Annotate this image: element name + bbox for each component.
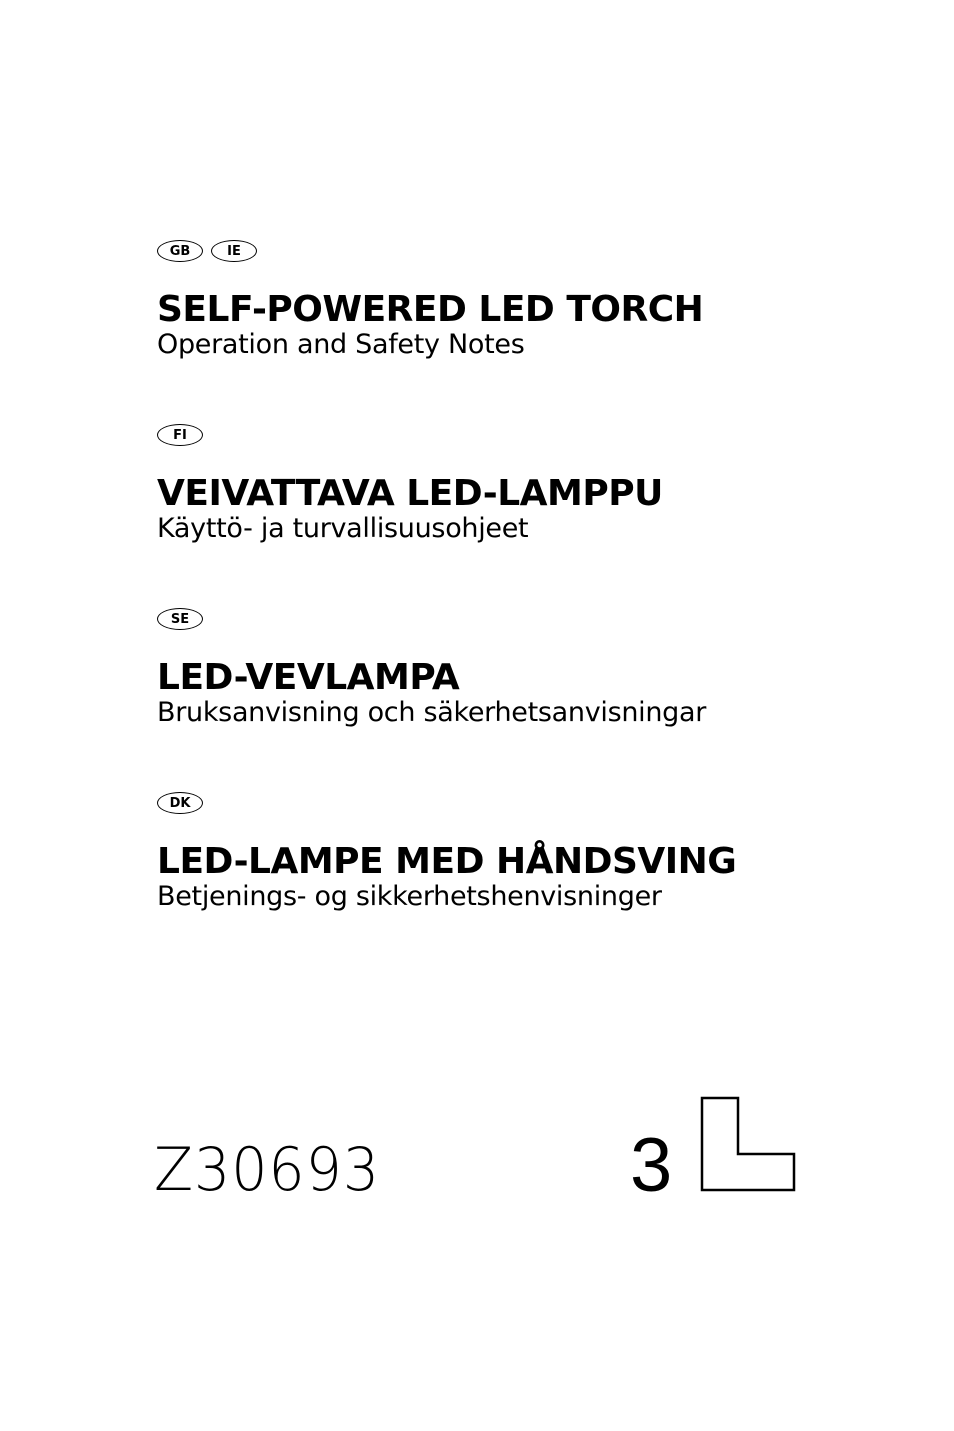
warranty-years-icon: [700, 1096, 796, 1192]
language-badges: [157, 608, 917, 634]
product-title: SELF-POWERED LED TORCH: [157, 289, 704, 330]
product-title: VEIVATTAVA LED-LAMPPU: [157, 473, 663, 514]
document-subtitle: Bruksanvisning och säkerhetsanvisningar: [157, 697, 707, 728]
language-badges: [157, 792, 917, 818]
language-badges: [157, 424, 917, 450]
language-badge-gb: GB: [157, 240, 203, 262]
section-se: [157, 608, 917, 728]
language-badges: [157, 240, 917, 266]
document-subtitle: Betjenings- og sikkerhetshenvisninger: [157, 881, 662, 912]
model-number: Z30693: [154, 1135, 381, 1205]
product-title: LED-LAMPE MED HÅNDSVING: [157, 841, 737, 882]
warranty-years: 3: [630, 1123, 673, 1208]
section-fi: [157, 424, 917, 544]
section-gb: [157, 240, 917, 360]
section-dk: [157, 792, 917, 912]
language-badge-se: SE: [157, 608, 203, 630]
document-subtitle: Käyttö- ja turvallisuusohjeet: [157, 513, 529, 544]
document-subtitle: Operation and Safety Notes: [157, 329, 525, 360]
product-title: LED-VEVLAMPA: [157, 657, 460, 698]
language-badge-fi: FI: [157, 424, 203, 446]
language-badge-dk: DK: [157, 792, 203, 814]
language-badge-ie: IE: [211, 240, 257, 262]
